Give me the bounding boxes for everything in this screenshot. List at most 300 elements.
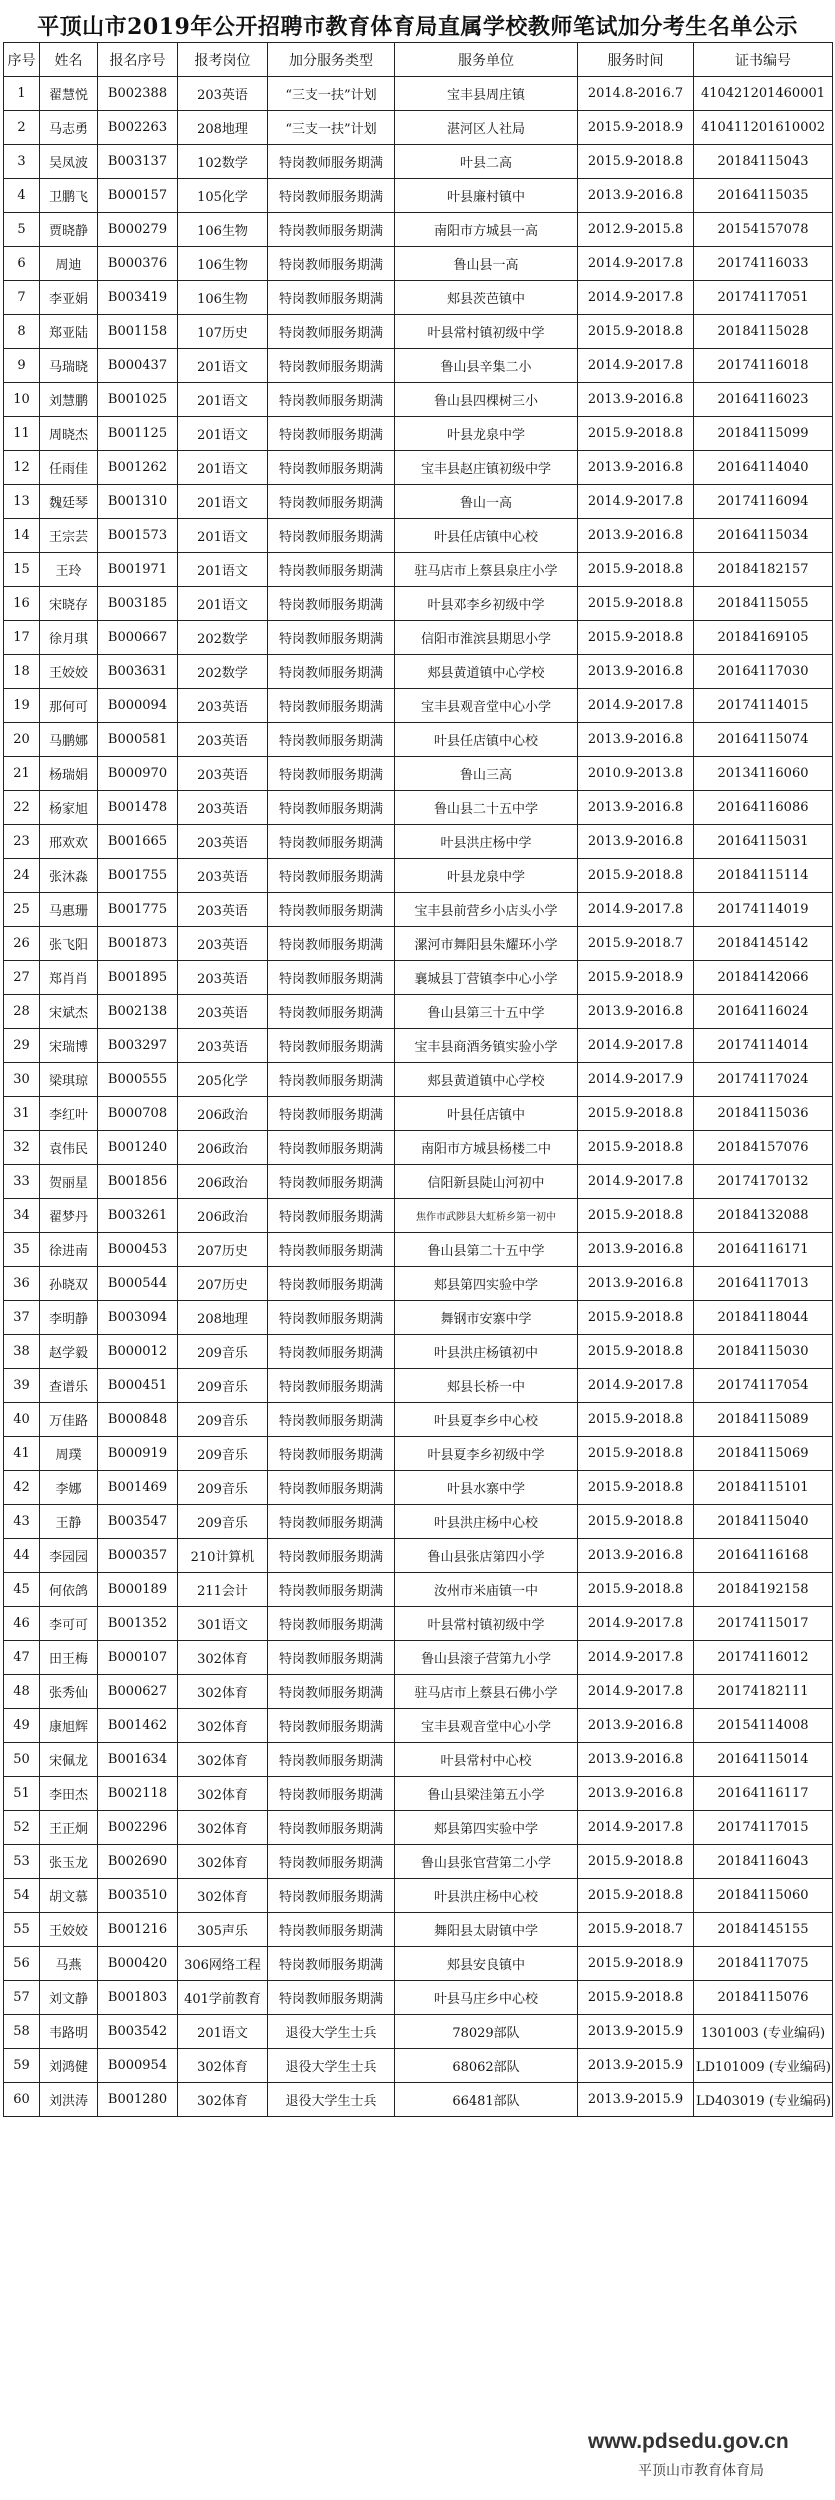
cell-reg-no: B003510 <box>98 1879 178 1913</box>
table-row <box>4 417 833 451</box>
cell-service-type: “三支一扶”计划 <box>268 111 395 145</box>
cell-service-unit: 叶县二高 <box>395 145 578 179</box>
table-row <box>4 1199 833 1233</box>
cell-service-type: 特岗教师服务期满 <box>268 145 395 179</box>
cell-certificate-no: 410411201610002 <box>694 111 833 145</box>
cell-position: 202数学 <box>178 621 268 655</box>
cell-certificate-no: 20174117054 <box>694 1369 833 1403</box>
cell-certificate-no: 20174116094 <box>694 485 833 519</box>
cell-position: 302体育 <box>178 2083 268 2117</box>
cell-service-unit: 鲁山县四棵树三小 <box>395 383 578 417</box>
cell-reg-no: B001856 <box>98 1165 178 1199</box>
cell-index: 41 <box>4 1437 40 1471</box>
cell-service-time: 2013.9-2016.8 <box>578 383 694 417</box>
col-header-position: 报考岗位 <box>178 43 268 77</box>
cell-service-unit: 漯河市舞阳县朱耀环小学 <box>395 927 578 961</box>
cell-position: 305声乐 <box>178 1913 268 1947</box>
cell-service-time: 2013.9-2016.8 <box>578 1743 694 1777</box>
cell-certificate-no: 20184115030 <box>694 1335 833 1369</box>
cell-service-time: 2015.9-2018.8 <box>578 859 694 893</box>
cell-certificate-no: 20164115031 <box>694 825 833 859</box>
cell-position: 203英语 <box>178 77 268 111</box>
cell-name: 宋瑞博 <box>40 1029 98 1063</box>
table-row <box>4 553 833 587</box>
cell-service-type: 特岗教师服务期满 <box>268 1199 395 1233</box>
cell-reg-no: B000919 <box>98 1437 178 1471</box>
cell-position: 206政治 <box>178 1097 268 1131</box>
cell-index: 30 <box>4 1063 40 1097</box>
cell-index: 39 <box>4 1369 40 1403</box>
cell-service-unit: 舞钢市安寨中学 <box>395 1301 578 1335</box>
cell-position: 209音乐 <box>178 1403 268 1437</box>
cell-service-type: 退役大学生士兵 <box>268 2049 395 2083</box>
cell-service-type: 特岗教师服务期满 <box>268 791 395 825</box>
cell-index: 32 <box>4 1131 40 1165</box>
cell-reg-no: B000544 <box>98 1267 178 1301</box>
cell-service-time: 2014.9-2017.8 <box>578 1165 694 1199</box>
table-row <box>4 1505 833 1539</box>
table-row <box>4 1267 833 1301</box>
table-row <box>4 1981 833 2015</box>
cell-position: 209音乐 <box>178 1505 268 1539</box>
cell-service-time: 2015.9-2018.8 <box>578 621 694 655</box>
cell-service-unit: 66481部队 <box>395 2083 578 2117</box>
table-row <box>4 485 833 519</box>
table-row <box>4 1811 833 1845</box>
cell-name: 王姣姣 <box>40 655 98 689</box>
cell-service-type: 特岗教师服务期满 <box>268 383 395 417</box>
cell-index: 25 <box>4 893 40 927</box>
cell-service-time: 2013.9-2016.8 <box>578 179 694 213</box>
page-title: 平顶山市2019年公开招聘市教育体育局直属学校教师笔试加分考生名单公示 <box>37 14 798 40</box>
cell-index: 29 <box>4 1029 40 1063</box>
cell-certificate-no: 20164116168 <box>694 1539 833 1573</box>
cell-reg-no: B001634 <box>98 1743 178 1777</box>
cell-name: 李田杰 <box>40 1777 98 1811</box>
table-row <box>4 281 833 315</box>
cell-service-unit: 郏县第四实验中学 <box>395 1267 578 1301</box>
cell-service-unit: 叶县洪庄杨镇初中 <box>395 1335 578 1369</box>
cell-reg-no: B002690 <box>98 1845 178 1879</box>
col-header-service-type: 加分服务类型 <box>268 43 395 77</box>
cell-certificate-no: 20164116023 <box>694 383 833 417</box>
table-row <box>4 1845 833 1879</box>
cell-name: 何依鸽 <box>40 1573 98 1607</box>
cell-reg-no: B003547 <box>98 1505 178 1539</box>
cell-service-type: 特岗教师服务期满 <box>268 519 395 553</box>
cell-index: 58 <box>4 2015 40 2049</box>
cell-service-unit: 鲁山三高 <box>395 757 578 791</box>
cell-service-type: 特岗教师服务期满 <box>268 1675 395 1709</box>
cell-service-time: 2013.9-2016.8 <box>578 655 694 689</box>
cell-name: 王玲 <box>40 553 98 587</box>
cell-service-type: 特岗教师服务期满 <box>268 281 395 315</box>
cell-certificate-no: 20184169105 <box>694 621 833 655</box>
cell-service-type: 特岗教师服务期满 <box>268 247 395 281</box>
cell-reg-no: B003185 <box>98 587 178 621</box>
cell-index: 48 <box>4 1675 40 1709</box>
cell-service-time: 2014.9-2017.8 <box>578 485 694 519</box>
cell-name: 张秀仙 <box>40 1675 98 1709</box>
cell-index: 15 <box>4 553 40 587</box>
cell-position: 203英语 <box>178 825 268 859</box>
cell-certificate-no: 20164116086 <box>694 791 833 825</box>
cell-service-type: 特岗教师服务期满 <box>268 1267 395 1301</box>
cell-service-time: 2015.9-2018.9 <box>578 961 694 995</box>
cell-service-unit: 宝丰县前营乡小店头小学 <box>395 893 578 927</box>
table-row <box>4 1063 833 1097</box>
cell-service-type: 特岗教师服务期满 <box>268 825 395 859</box>
cell-name: 孙晓双 <box>40 1267 98 1301</box>
cell-reg-no: B000453 <box>98 1233 178 1267</box>
cell-index: 4 <box>4 179 40 213</box>
cell-certificate-no: 20164117030 <box>694 655 833 689</box>
cell-index: 37 <box>4 1301 40 1335</box>
cell-name: 王正炯 <box>40 1811 98 1845</box>
cell-name: 赵学毅 <box>40 1335 98 1369</box>
table-row <box>4 519 833 553</box>
cell-service-time: 2014.9-2017.8 <box>578 1811 694 1845</box>
cell-index: 35 <box>4 1233 40 1267</box>
cell-name: 贾晓静 <box>40 213 98 247</box>
cell-position: 209音乐 <box>178 1369 268 1403</box>
cell-service-time: 2013.9-2016.8 <box>578 723 694 757</box>
cell-service-type: 特岗教师服务期满 <box>268 689 395 723</box>
table-row <box>4 1709 833 1743</box>
cell-service-type: 特岗教师服务期满 <box>268 587 395 621</box>
cell-position: 201语文 <box>178 451 268 485</box>
cell-reg-no: B001573 <box>98 519 178 553</box>
cell-index: 6 <box>4 247 40 281</box>
cell-reg-no: B001895 <box>98 961 178 995</box>
cell-service-time: 2015.9-2018.7 <box>578 1913 694 1947</box>
cell-reg-no: B001216 <box>98 1913 178 1947</box>
table-row <box>4 315 833 349</box>
cell-reg-no: B001158 <box>98 315 178 349</box>
cell-index: 3 <box>4 145 40 179</box>
cell-index: 16 <box>4 587 40 621</box>
cell-position: 302体育 <box>178 1641 268 1675</box>
cell-certificate-no: 1301003 (专业编码) <box>694 2015 833 2049</box>
cell-service-unit: 叶县常村中心校 <box>395 1743 578 1777</box>
cell-service-unit: 鲁山县辛集二小 <box>395 349 578 383</box>
cell-reg-no: B000451 <box>98 1369 178 1403</box>
cell-reg-no: B002263 <box>98 111 178 145</box>
cell-certificate-no: 410421201460001 <box>694 77 833 111</box>
cell-name: 马志勇 <box>40 111 98 145</box>
cell-index: 24 <box>4 859 40 893</box>
cell-service-unit: 汝州市米庙镇一中 <box>395 1573 578 1607</box>
cell-name: 邢欢欢 <box>40 825 98 859</box>
col-header-reg-no: 报名序号 <box>98 43 178 77</box>
cell-service-time: 2015.9-2018.8 <box>578 315 694 349</box>
cell-service-unit: 68062部队 <box>395 2049 578 2083</box>
cell-index: 26 <box>4 927 40 961</box>
cell-certificate-no: 20184115028 <box>694 315 833 349</box>
cell-reg-no: B001025 <box>98 383 178 417</box>
cell-service-type: 特岗教师服务期满 <box>268 1607 395 1641</box>
cell-service-type: 特岗教师服务期满 <box>268 1437 395 1471</box>
cell-service-time: 2014.9-2017.8 <box>578 1641 694 1675</box>
cell-service-type: 特岗教师服务期满 <box>268 757 395 791</box>
cell-service-unit: 78029部队 <box>395 2015 578 2049</box>
cell-service-unit: 鲁山县二十五中学 <box>395 791 578 825</box>
cell-service-time: 2014.9-2017.8 <box>578 349 694 383</box>
cell-service-type: 特岗教师服务期满 <box>268 1063 395 1097</box>
cell-name: 马惠珊 <box>40 893 98 927</box>
cell-reg-no: B003631 <box>98 655 178 689</box>
cell-position: 301语文 <box>178 1607 268 1641</box>
cell-position: 203英语 <box>178 689 268 723</box>
cell-service-time: 2015.9-2018.8 <box>578 1981 694 2015</box>
cell-index: 9 <box>4 349 40 383</box>
col-header-index: 序号 <box>4 43 40 77</box>
cell-position: 201语文 <box>178 519 268 553</box>
cell-service-unit: 鲁山县张店第四小学 <box>395 1539 578 1573</box>
cell-reg-no: B000581 <box>98 723 178 757</box>
cell-service-unit: 宝丰县观音堂中心小学 <box>395 689 578 723</box>
cell-certificate-no: 20184115043 <box>694 145 833 179</box>
cell-index: 50 <box>4 1743 40 1777</box>
cell-service-type: 特岗教师服务期满 <box>268 995 395 1029</box>
cell-service-type: 特岗教师服务期满 <box>268 1301 395 1335</box>
cell-index: 19 <box>4 689 40 723</box>
table-row <box>4 927 833 961</box>
cell-service-time: 2014.9-2017.8 <box>578 689 694 723</box>
table-row <box>4 1573 833 1607</box>
table-row <box>4 587 833 621</box>
table-header-row <box>4 43 833 77</box>
table-row <box>4 723 833 757</box>
cell-certificate-no: 20164115034 <box>694 519 833 553</box>
cell-reg-no: B001469 <box>98 1471 178 1505</box>
table-row <box>4 1097 833 1131</box>
cell-service-unit: 南阳市方城县杨楼二中 <box>395 1131 578 1165</box>
cell-certificate-no: 20174182111 <box>694 1675 833 1709</box>
cell-service-time: 2015.9-2018.8 <box>578 145 694 179</box>
cell-name: 周璞 <box>40 1437 98 1471</box>
cell-index: 47 <box>4 1641 40 1675</box>
cell-name: 周迪 <box>40 247 98 281</box>
cell-name: 贺丽星 <box>40 1165 98 1199</box>
cell-reg-no: B003137 <box>98 145 178 179</box>
cell-service-unit: 叶县任店镇中心校 <box>395 723 578 757</box>
cell-position: 205化学 <box>178 1063 268 1097</box>
cell-service-unit: 叶县洪庄杨中心校 <box>395 1879 578 1913</box>
cell-service-type: 特岗教师服务期满 <box>268 723 395 757</box>
cell-position: 211会计 <box>178 1573 268 1607</box>
cell-index: 36 <box>4 1267 40 1301</box>
cell-reg-no: B001462 <box>98 1709 178 1743</box>
cell-index: 21 <box>4 757 40 791</box>
cell-name: 李明静 <box>40 1301 98 1335</box>
col-header-certificate-no: 证书编号 <box>694 43 833 77</box>
cell-name: 吴凤波 <box>40 145 98 179</box>
cell-index: 5 <box>4 213 40 247</box>
cell-name: 李园园 <box>40 1539 98 1573</box>
cell-certificate-no: 20134116060 <box>694 757 833 791</box>
cell-service-time: 2013.9-2016.8 <box>578 1267 694 1301</box>
table-row <box>4 1947 833 1981</box>
cell-position: 203英语 <box>178 893 268 927</box>
table-row <box>4 1879 833 1913</box>
table-row <box>4 1437 833 1471</box>
cell-position: 206政治 <box>178 1165 268 1199</box>
cell-index: 14 <box>4 519 40 553</box>
cell-position: 302体育 <box>178 1845 268 1879</box>
cell-certificate-no: 20184116043 <box>694 1845 833 1879</box>
cell-service-time: 2014.9-2017.8 <box>578 247 694 281</box>
cell-reg-no: B000157 <box>98 179 178 213</box>
cell-position: 201语文 <box>178 383 268 417</box>
cell-service-unit: 叶县任店镇中 <box>395 1097 578 1131</box>
cell-service-type: 特岗教师服务期满 <box>268 417 395 451</box>
cell-service-type: 特岗教师服务期满 <box>268 315 395 349</box>
cell-reg-no: B000970 <box>98 757 178 791</box>
cell-reg-no: B001665 <box>98 825 178 859</box>
cell-name: 康旭辉 <box>40 1709 98 1743</box>
table-row <box>4 1233 833 1267</box>
cell-name: 那何可 <box>40 689 98 723</box>
cell-service-type: 特岗教师服务期满 <box>268 1641 395 1675</box>
cell-position: 209音乐 <box>178 1471 268 1505</box>
cell-service-time: 2013.9-2015.9 <box>578 2049 694 2083</box>
cell-index: 23 <box>4 825 40 859</box>
cell-certificate-no: 20184117075 <box>694 1947 833 1981</box>
table-row <box>4 77 833 111</box>
cell-service-unit: 叶县廉村镇中 <box>395 179 578 213</box>
col-header-service-unit: 服务单位 <box>395 43 578 77</box>
cell-index: 22 <box>4 791 40 825</box>
cell-position: 203英语 <box>178 859 268 893</box>
cell-certificate-no: 20184132088 <box>694 1199 833 1233</box>
cell-position: 302体育 <box>178 1879 268 1913</box>
cell-position: 210计算机 <box>178 1539 268 1573</box>
cell-service-time: 2013.9-2016.8 <box>578 1709 694 1743</box>
cell-position: 105化学 <box>178 179 268 213</box>
cell-reg-no: B000107 <box>98 1641 178 1675</box>
cell-index: 11 <box>4 417 40 451</box>
cell-service-unit: 鲁山县第三十五中学 <box>395 995 578 1029</box>
cell-reg-no: B001755 <box>98 859 178 893</box>
cell-name: 卫鹏飞 <box>40 179 98 213</box>
cell-name: 周晓杰 <box>40 417 98 451</box>
table-row <box>4 383 833 417</box>
cell-service-time: 2010.9-2013.8 <box>578 757 694 791</box>
cell-name: 张飞阳 <box>40 927 98 961</box>
cell-service-time: 2015.9-2018.8 <box>578 1335 694 1369</box>
cell-name: 刘文静 <box>40 1981 98 2015</box>
cell-name: 徐月琪 <box>40 621 98 655</box>
table-row <box>4 349 833 383</box>
cell-certificate-no: 20174114019 <box>694 893 833 927</box>
cell-certificate-no: 20174117051 <box>694 281 833 315</box>
cell-position: 203英语 <box>178 757 268 791</box>
cell-service-time: 2013.9-2016.8 <box>578 1777 694 1811</box>
cell-service-time: 2015.9-2018.8 <box>578 553 694 587</box>
cell-reg-no: B000357 <box>98 1539 178 1573</box>
cell-name: 刘洪涛 <box>40 2083 98 2117</box>
cell-index: 2 <box>4 111 40 145</box>
cell-name: 任雨佳 <box>40 451 98 485</box>
cell-service-unit: 叶县任店镇中心校 <box>395 519 578 553</box>
cell-service-unit: 郏县黄道镇中心学校 <box>395 1063 578 1097</box>
cell-reg-no: B000376 <box>98 247 178 281</box>
cell-service-time: 2014.9-2017.8 <box>578 281 694 315</box>
cell-service-type: 特岗教师服务期满 <box>268 927 395 961</box>
cell-name: 杨家旭 <box>40 791 98 825</box>
cell-service-unit: 叶县马庄乡中心校 <box>395 1981 578 2015</box>
candidate-table <box>3 42 833 2117</box>
cell-reg-no: B000094 <box>98 689 178 723</box>
cell-service-unit: 焦作市武陟县大虹桥乡第一初中 <box>395 1199 578 1233</box>
cell-service-type: 特岗教师服务期满 <box>268 1505 395 1539</box>
cell-position: 302体育 <box>178 1777 268 1811</box>
cell-service-type: 特岗教师服务期满 <box>268 1539 395 1573</box>
cell-name: 李可可 <box>40 1607 98 1641</box>
cell-index: 52 <box>4 1811 40 1845</box>
cell-service-unit: 鲁山县张官营第二小学 <box>395 1845 578 1879</box>
cell-certificate-no: 20184115040 <box>694 1505 833 1539</box>
cell-name: 韦路明 <box>40 2015 98 2049</box>
table-row <box>4 1335 833 1369</box>
cell-service-unit: 襄城县丁营镇李中心小学 <box>395 961 578 995</box>
cell-service-time: 2014.9-2017.9 <box>578 1063 694 1097</box>
cell-service-type: 特岗教师服务期满 <box>268 179 395 213</box>
cell-reg-no: B003297 <box>98 1029 178 1063</box>
cell-name: 田王梅 <box>40 1641 98 1675</box>
cell-position: 209音乐 <box>178 1335 268 1369</box>
table-row <box>4 1675 833 1709</box>
cell-service-unit: 郏县茨芭镇中 <box>395 281 578 315</box>
cell-service-type: 特岗教师服务期满 <box>268 621 395 655</box>
cell-name: 宋晓存 <box>40 587 98 621</box>
cell-service-time: 2015.9-2018.8 <box>578 1403 694 1437</box>
cell-service-unit: 郏县安良镇中 <box>395 1947 578 1981</box>
cell-service-unit: 鲁山县第二十五中学 <box>395 1233 578 1267</box>
cell-service-unit: 叶县常村镇初级中学 <box>395 1607 578 1641</box>
table-row <box>4 1029 833 1063</box>
cell-service-unit: 信阳新县陡山河初中 <box>395 1165 578 1199</box>
cell-position: 207历史 <box>178 1267 268 1301</box>
cell-service-type: 特岗教师服务期满 <box>268 451 395 485</box>
cell-service-time: 2013.9-2016.8 <box>578 519 694 553</box>
cell-certificate-no: 20184145155 <box>694 1913 833 1947</box>
cell-index: 55 <box>4 1913 40 1947</box>
cell-reg-no: B001352 <box>98 1607 178 1641</box>
cell-index: 7 <box>4 281 40 315</box>
cell-reg-no: B001125 <box>98 417 178 451</box>
cell-position: 201语文 <box>178 349 268 383</box>
cell-index: 40 <box>4 1403 40 1437</box>
table-body <box>4 77 833 2117</box>
cell-name: 魏廷琴 <box>40 485 98 519</box>
cell-service-unit: 叶县龙泉中学 <box>395 859 578 893</box>
cell-service-unit: 叶县龙泉中学 <box>395 417 578 451</box>
cell-reg-no: B001971 <box>98 553 178 587</box>
table-row <box>4 2049 833 2083</box>
cell-certificate-no: 20164114040 <box>694 451 833 485</box>
cell-name: 李亚娟 <box>40 281 98 315</box>
cell-service-time: 2015.9-2018.8 <box>578 1301 694 1335</box>
table-row <box>4 1641 833 1675</box>
cell-index: 18 <box>4 655 40 689</box>
table-row <box>4 1403 833 1437</box>
cell-service-time: 2015.9-2018.9 <box>578 111 694 145</box>
cell-position: 209音乐 <box>178 1437 268 1471</box>
table-row <box>4 1539 833 1573</box>
cell-index: 57 <box>4 1981 40 2015</box>
